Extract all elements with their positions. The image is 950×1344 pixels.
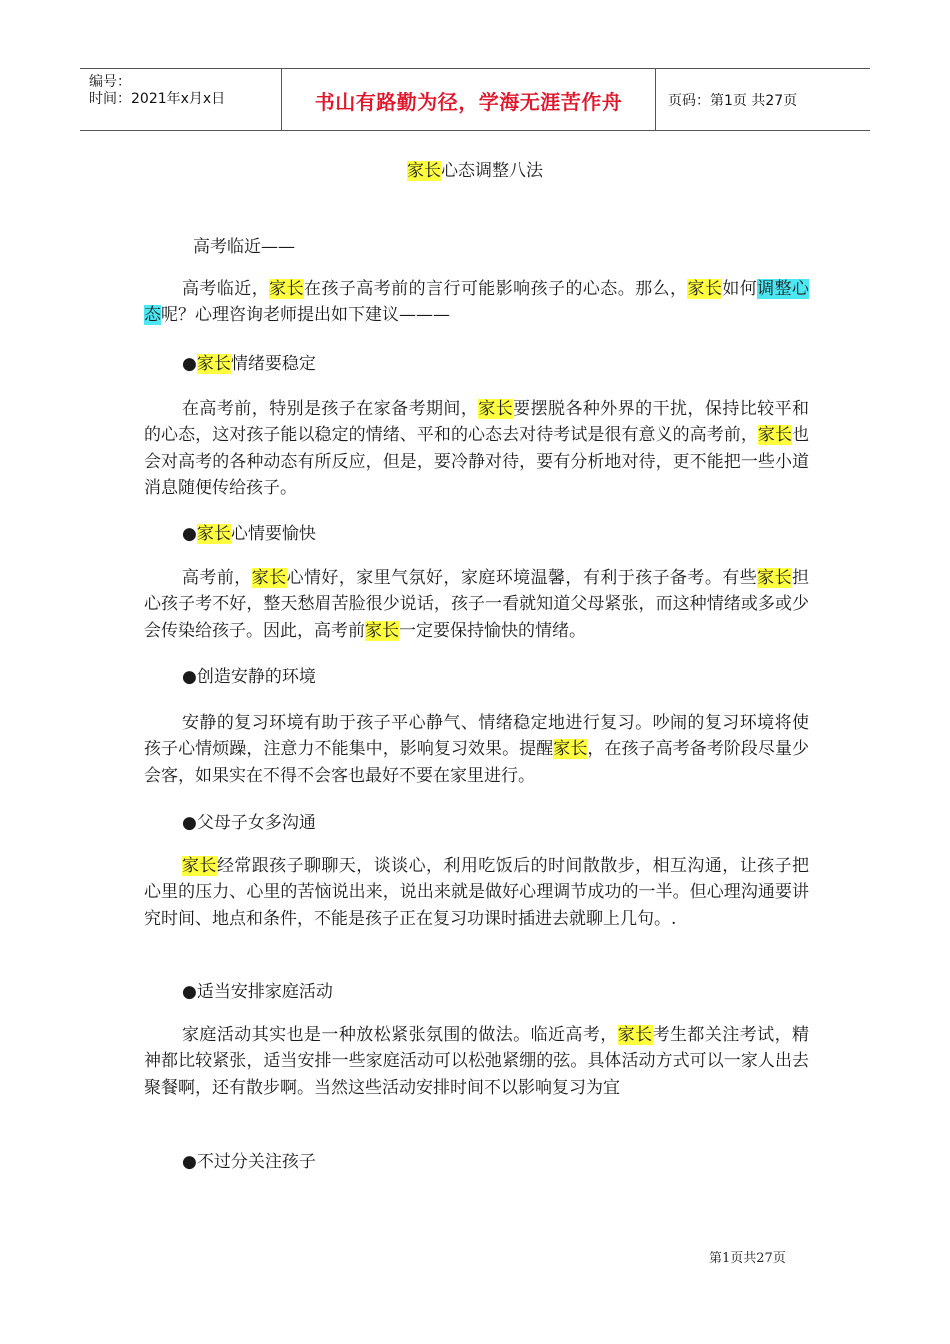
section-heading: ●不过分关注孩子	[182, 1152, 316, 1172]
highlight-run: 家长	[687, 279, 723, 299]
intro-paragraph	[144, 276, 809, 329]
section-heading: ●创造安静的环境	[182, 667, 316, 687]
highlight-run: 家长	[251, 568, 287, 588]
text-run: 在孩子高考前的言行可能影响孩子的心态。那么，	[304, 279, 688, 299]
section-paragraph	[144, 396, 809, 502]
text-run: 心情要愉快	[230, 524, 316, 544]
highlight-run: 家长	[757, 425, 793, 446]
text-run: 如何	[722, 279, 758, 299]
section-heading: ●父母子女多沟通	[182, 813, 316, 833]
text-run: 高考前，	[182, 568, 252, 588]
section-heading	[182, 349, 316, 374]
section-heading: ●适当安排家庭活动	[182, 982, 333, 1002]
section-paragraph	[144, 853, 809, 932]
text-run: 家庭活动其实也是一种放松紧张氛围的做法。临近高考，	[182, 1025, 618, 1045]
motto: 书山有路勤为径，学海无涯苦作舟	[314, 90, 623, 114]
document-title	[0, 156, 950, 181]
page-footer: 第1页共27页	[709, 1251, 786, 1266]
header-page-cell	[656, 69, 870, 130]
highlight-run: 家长	[365, 620, 399, 641]
highlight-run: 家长	[478, 399, 514, 419]
text-run: 在高考前，特别是孩子在家备考期间，	[182, 399, 479, 419]
text-run: 一定要保持愉快的情绪。	[399, 620, 586, 641]
intro-line: 高考临近——	[193, 237, 295, 257]
title-text: 心态调整八法	[441, 161, 543, 181]
text-run: 也会对高考的各种动态有所反应，但是，要冷静对待，要有分析地对待，更不能把一些小道消息随便传给孩子。	[144, 425, 810, 499]
text-run: 担心孩子考不好，整天愁眉苦脸很少说话，孩子一看就知道父母紧张，而这种情绪或多或少会传染给孩子。因此，高考前	[144, 568, 810, 641]
text-run: 心情好，家里气氛好，家庭环境温馨，有利于孩子备考。有些	[286, 568, 758, 588]
section-paragraph	[144, 565, 809, 644]
header-motto-cell	[282, 69, 656, 130]
text-run: 情绪要稳定	[230, 354, 316, 374]
highlight-run: 家长	[553, 739, 588, 760]
bullet-dot: ●	[182, 354, 197, 374]
text-run: 安静的复习环境有助于孩子平心静气、情绪稳定地进行复习。吵闹的复习环境将使孩子心情烦躁，注意力不能集中，影响复习效果。提醒	[144, 713, 809, 760]
text-run: 经常跟孩子聊聊天，谈谈心，利用吃饭后的时间散散步，相互沟通，让孩子把心里的压力、心里的苦恼说出来，说出来就是做好心理调节成功的一半。但心理沟通要讲究时间、地点和条件，不能是孩子正在复习功课时插进去就聊上几句。.	[144, 856, 810, 929]
date-label: 时间：2021年x月x日	[89, 91, 226, 107]
document-header	[80, 68, 870, 131]
highlight-run-cyan: 调整心态	[144, 279, 810, 326]
section-paragraph	[144, 1022, 809, 1101]
highlight-run: 家长	[196, 524, 231, 544]
header-meta-cell	[80, 69, 282, 130]
text-run: 考生都关注考试，精神都比较紧张，适当安排一些家庭活动可以松弛紧绷的弦。具体活动方式可以一家人出去聚餐啊，还有散步啊。当然这些活动安排时间不以影响复习为宜	[144, 1025, 810, 1098]
section-paragraph	[144, 710, 809, 789]
page-info: 页码：第1页 共27页	[668, 93, 798, 109]
text-run: 要摆脱各种外界的干扰，保持比较平和的心态，这对孩子能以稳定的情绪、平和的心态去对待考试是很有意义的高考前，	[144, 399, 810, 446]
text-run: 呢？心理咨询老师提出如下建议———	[161, 305, 450, 326]
highlight-run: 家长	[757, 568, 793, 588]
highlight-run: 家长	[617, 1025, 653, 1045]
text-run: 高考临近，	[182, 279, 270, 299]
title-highlight: 家长	[407, 161, 441, 181]
highlight-run: 家长	[269, 279, 305, 299]
code-label: 编号：	[89, 74, 131, 90]
highlight-run: 家长	[182, 856, 217, 876]
text-run: ，在孩子高考备考阶段尽量少会客，如果实在不得不会客也最好不要在家里进行。	[144, 739, 810, 786]
highlight-run: 家长	[196, 354, 231, 374]
bullet-dot: ●	[182, 524, 197, 544]
section-heading	[182, 519, 316, 544]
